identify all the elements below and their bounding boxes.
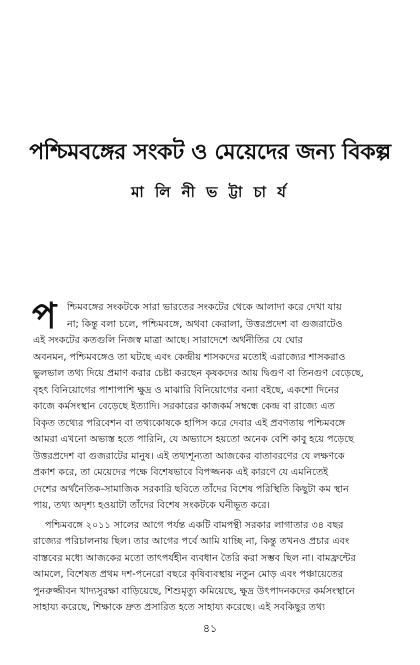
text-line: বৃহৎ বিনিয়োগের পাশাপাশি ক্ষুদ্র ও মাঝারি বিনিয়োগের বন্যা বইছে, একশো দিনের [33, 384, 340, 396]
drop-cap: প [32, 296, 57, 337]
text-line: অবনমন, পশ্চিমবঙ্গেও তা ঘটছে এবং কেন্দ্রীয় শাসকদের মতোই এরাজ্যের শাসকরাও [33, 351, 346, 363]
article-title: পশ্চিমবঙ্গের সংকট ও মেয়েদের জন্য বিকল্প [29, 140, 391, 165]
author-name: মা লি নী ভ ট্টা চা র্য [131, 183, 289, 201]
text-line: পুনরুজ্জীবন খাদ্যসুরক্ষা বাড়িয়েছে, শিশুমৃত্যু কমিয়েছে, ক্ষুদ্র উৎপাদনকদের কর্মসংস্থানে [33, 585, 355, 597]
article-body [32, 296, 389, 617]
text-line: পশ্চিমবঙ্গে ২০১১ সালের আগে পর্যন্ত একটি বামপন্থী সরকার লাগাতার ৩৪ বছর [45, 519, 344, 531]
text-line: বিকৃত তথ্যের পরিবেশন বা তথ্যকোষকে হাপিস করে দেবার এই প্রবণতায় পশ্চিমবঙ্গে [33, 417, 346, 429]
text-line: পায়, তথ্য অদৃশ্য হওয়াটা তাঁদের বিশেষ সংকটকে ঘনীভূত করে। [33, 500, 270, 511]
text-line: উত্তরপ্রদেশ বা গুজরাটের মানুষ। এই তথ্যশূন্যতা আজকের বাতাবরণের যে লক্ষণকে [33, 450, 345, 462]
text-line: সাহায্য করেছে, শিক্ষাকে দ্রুত প্রসারিত হতে সাহায্য করেছে। এই সবকিছুর তথ্য [33, 602, 325, 613]
text-line: না; কিন্তু বলা চলে, পশ্চিমবঙ্গে, অথবা কেরালা, উত্তরপ্রদেশ বা গুজরাটেও [67, 318, 343, 330]
text-line: ভুলভাল তথ্য দিয়ে প্রমাণ করার চেষ্টা করছেন কৃষকদের আয় দ্বিগুণ বা তিনগুণ বেড়েছে, [33, 368, 364, 379]
text-line: কাজে কর্মসংস্থান বেড়েছে ইত্যাদি। সরকারের কাজকর্ম সম্বন্ধে কেন্দ্র বা রাজ্যে এত [33, 401, 335, 412]
text-line: দেশের অর্থনৈতিক-সামাজিক সরকারি ছবিতে তাঁদের বিশেষ পরিস্থিতি কিছুটা কম স্থান [33, 483, 349, 495]
text-line: প্রকাশ করে, তা মেয়েদের পক্ষে বিশেষভাবে বিপজ্জনক এই কারণে যে এমনিতেই [33, 467, 329, 478]
text-line: এই সংকটের কতগুলি নিজস্ব মাত্রা আছে। সারাদেশে অর্থনীতির যে ঘোর [33, 335, 303, 346]
paragraph-2 [33, 518, 389, 617]
paragraph-1 [32, 296, 389, 515]
text-line: বাস্তবের মধ্যে আজকের মতো তাৎপর্যহীন ব্যবধান তৈরি করা সম্ভব ছিল না। বামফ্রন্টের [33, 552, 356, 564]
page-number: ৪১ [202, 622, 218, 635]
text-line: শ্চিমবঙ্গের সংকটকে সারা ভারতের সংকটের থেকে আলাদা করে দেখা যায় [67, 302, 342, 313]
text-line: রাজ্যের পরিচালনায় ছিল। তার আগের পর্বে আমি যাচ্ছি না, কিন্তু তখনও প্রচার এবং [33, 536, 350, 547]
text-line: আমরা এখনো অভ্যস্ত হতে পারিনি, যে অভ্যাসে হয়তো অনেক বেশি কাবু হয়ে পড়েছে [33, 434, 354, 445]
text-line: আমলে, বিশেষত প্রথম দশ-পনেরো বছরে কৃষিব্যবস্থায় নতুন মোড় এবং পঞ্চায়েতের [33, 569, 344, 580]
